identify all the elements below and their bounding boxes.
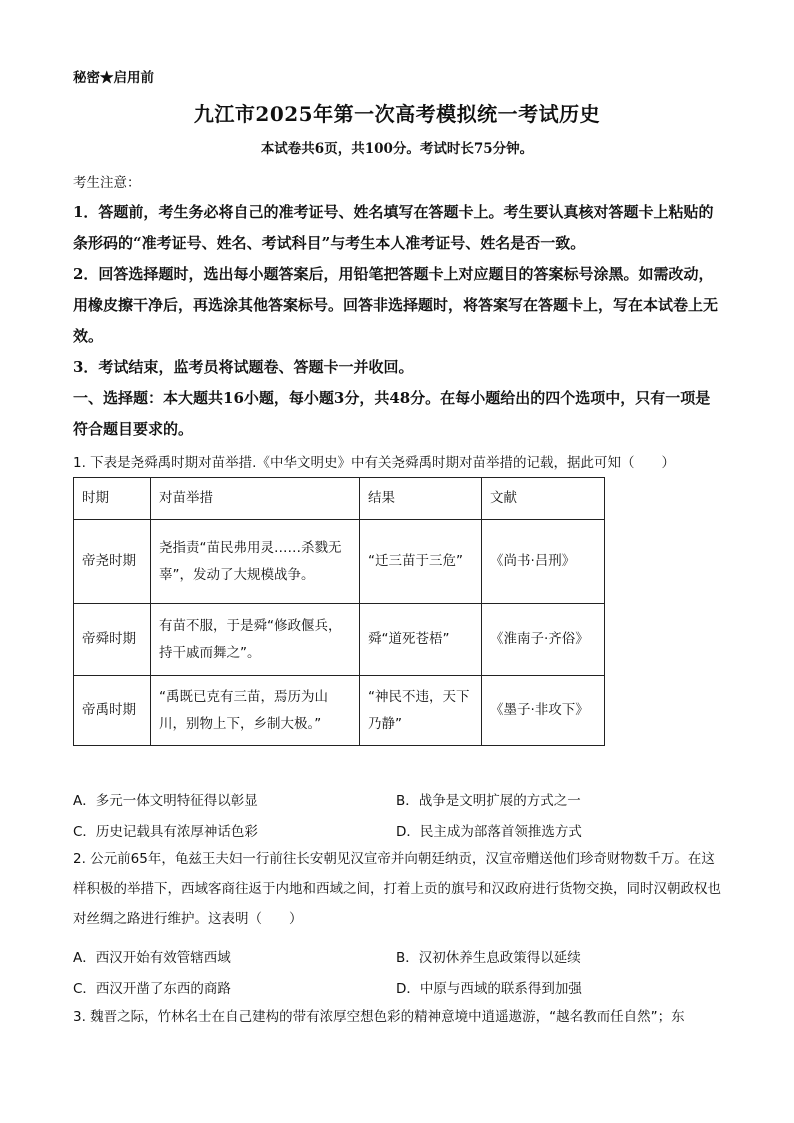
question-1-option-a: A．多元一体文明特征得以彰显 — [73, 793, 258, 809]
question-1-option-b: B．战争是文明扩展的方式之一 — [396, 793, 581, 809]
table-cell: 帝尧时期 — [74, 520, 151, 604]
notes-heading: 考生注意： — [73, 175, 141, 191]
secret-label: 秘密★启用前 — [73, 70, 154, 86]
section-heading: 一、选择题：本大题共16小题，每小题3分，共48分。在每小题给出的四个选项中，只有一项是符合题目要求的。 — [73, 389, 711, 438]
table-cell: 有苗不服，于是舜“修政偃兵，持干戚而舞之”。 — [151, 604, 360, 676]
question-2-option-b: B．汉初休养生息政策得以延续 — [396, 950, 581, 966]
question-2-option-c: C．西汉开凿了东西的商路 — [73, 981, 231, 997]
table-cell: “迁三苗于三危” — [360, 520, 482, 604]
table-cell: “禹既已克有三苗，焉历为山川，别物上下，乡制大极。” — [151, 676, 360, 746]
table-header-cell: 时期 — [74, 478, 151, 520]
note-item-1: 1．答题前，考生务必将自己的准考证号、姓名填写在答题卡上。考生要认真核对答题卡上粘贴的条形码的“准考证号、姓名、考试科目”与考生本人准考证号、姓名是否一致。 — [73, 203, 714, 252]
table-header-cell: 对苗举措 — [151, 478, 360, 520]
question-1-stem: 1. 下表是尧舜禹时期对苗举措.《中华文明史》中有关尧舜禹时期对苗举措的记载，据此可知（ ） — [73, 455, 675, 471]
note-item-3: 3．考试结束，监考员将试题卷、答题卡一并收回。 — [73, 358, 414, 376]
note-item-2: 2．回答选择题时，选出每小题答案后，用铅笔把答题卡上对应题目的答案标号涂黑。如需改动，用橡皮擦干净后，再选涂其他答案标号。回答非选择题时，将答案写在答题卡上，写在本试卷上无效。 — [73, 265, 719, 345]
question-1-option-d: D．民主成为部落首领推选方式 — [396, 824, 582, 840]
table-cell: 帝禹时期 — [74, 676, 151, 746]
exam-subtitle: 本试卷共6页，共100分。考试时长75分钟。 — [260, 141, 534, 157]
page-title: 九江市2025年第一次高考模拟统一考试历史 — [193, 102, 601, 126]
question-2-option-d: D．中原与西域的联系得到加强 — [396, 981, 582, 997]
table-row — [74, 676, 605, 746]
table-cell: 舜“道死苍梧” — [360, 604, 482, 676]
table-cell: 《墨子·非攻下》 — [482, 676, 605, 746]
table-row — [74, 604, 605, 676]
table-header-cell: 文献 — [482, 478, 605, 520]
question-1-option-c: C．历史记载具有浓厚神话色彩 — [73, 824, 258, 840]
table-row — [74, 520, 605, 604]
question-2-option-a: A．西汉开始有效管辖西域 — [73, 950, 231, 966]
table-cell: 尧指责“苗民弗用灵……杀戮无辜”，发动了大规模战争。 — [151, 520, 360, 604]
table-cell: 《尚书·吕刑》 — [482, 520, 605, 604]
question-2-stem: 2. 公元前65年，龟兹王夫妇一行前往长安朝见汉宣帝并向朝廷纳贡，汉宣帝赠送他们珍奇财物数千万。在这样积极的举措下，西域客商往返于内地和西域之间，打着上贡的旗号和汉政府进行货物交换，同时汉朝政权也对丝绸之路进行维护。这表明（ ） — [73, 851, 721, 927]
question-1-table — [73, 477, 605, 746]
question-3-stem: 3. 魏晋之际，竹林名士在自己建构的带有浓厚空想色彩的精神意境中逍遥遨游，“越名教而任自然”；东 — [73, 1009, 685, 1025]
table-header-row — [74, 478, 605, 520]
table-cell: “神民不违，天下乃静” — [360, 676, 482, 746]
table-cell: 帝舜时期 — [74, 604, 151, 676]
table-header-cell: 结果 — [360, 478, 482, 520]
table-cell: 《淮南子·齐俗》 — [482, 604, 605, 676]
